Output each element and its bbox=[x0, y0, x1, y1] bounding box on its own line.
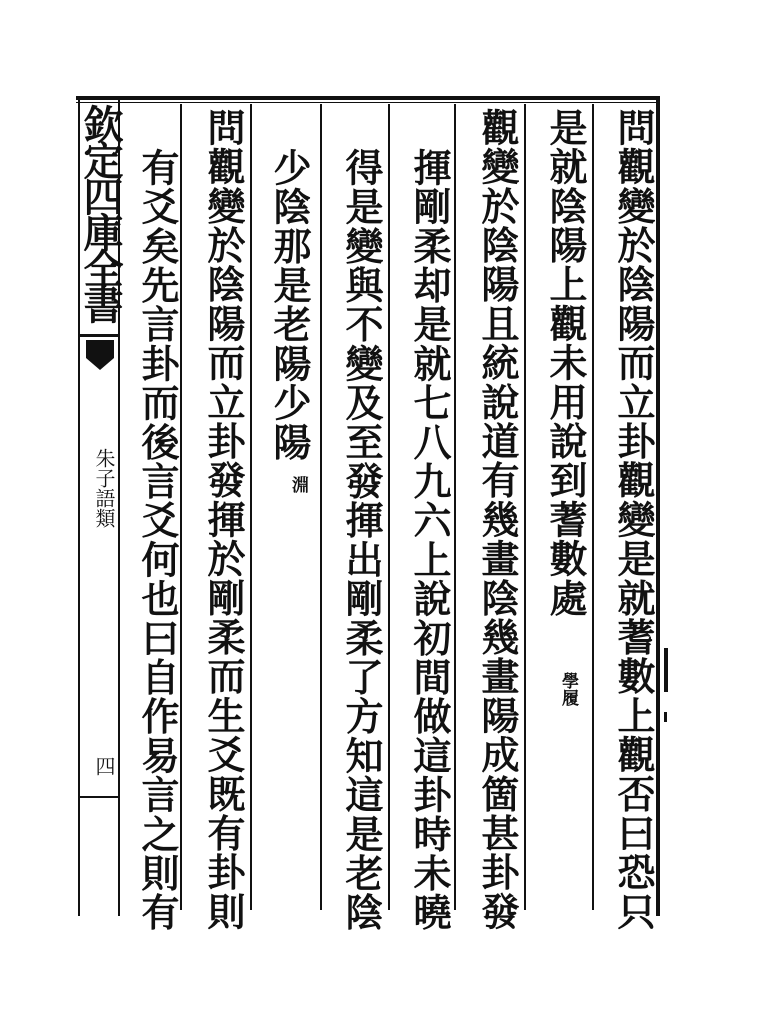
top-border-line-inner bbox=[76, 102, 660, 103]
scan-edge-mark bbox=[664, 712, 667, 722]
section-title: 朱子語類 bbox=[92, 448, 116, 528]
top-border-line bbox=[76, 96, 660, 100]
fishtail-mark bbox=[86, 340, 114, 370]
text-column-7: 問觀變於陰陽而立卦發揮於剛柔而生爻既有卦則 bbox=[201, 108, 246, 932]
text-column-2: 是就陰陽上觀未用說到蓍數處 bbox=[543, 108, 588, 618]
column-divider bbox=[320, 104, 322, 910]
column-divider bbox=[388, 104, 390, 910]
text-column-4: 揮剛柔却是就七八九六上說初間做這卦時未曉 bbox=[407, 148, 452, 932]
text-column-3: 觀變於陰陽且統說道有幾畫陰幾畫陽成箇甚卦發 bbox=[475, 108, 520, 932]
book-title: 欽定四庫全書 bbox=[77, 104, 124, 320]
column-divider bbox=[250, 104, 252, 910]
right-border-line bbox=[656, 96, 660, 916]
column-note: 淵 bbox=[288, 476, 308, 493]
column-divider bbox=[180, 104, 182, 910]
column-note: 學履 bbox=[558, 672, 578, 706]
margin-page-bar bbox=[80, 796, 118, 798]
text-column-5: 得是變與不變及至發揮出剛柔了方知這是老陰 bbox=[339, 148, 384, 932]
column-divider bbox=[524, 104, 526, 910]
text-column-1: 問觀變於陰陽而立卦觀變是就蓍數上觀否曰恐只 bbox=[611, 108, 656, 932]
scan-edge-mark bbox=[664, 648, 668, 692]
text-column-8: 有爻矣先言卦而後言爻何也曰自作易言之則有 bbox=[135, 148, 180, 932]
margin-title-bar bbox=[80, 334, 118, 337]
column-divider bbox=[454, 104, 456, 910]
text-column-6: 少陰那是老陽少陽 bbox=[267, 148, 312, 462]
column-divider bbox=[592, 104, 594, 910]
page-number: 四 bbox=[92, 756, 116, 776]
